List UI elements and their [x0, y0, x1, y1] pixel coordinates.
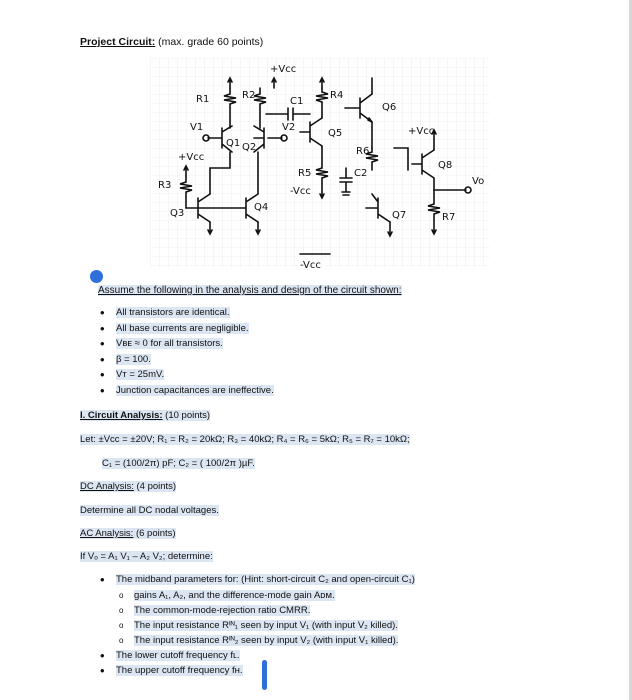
midband-subitem: o gains A₁, A₂, and the difference-mode gain Aᴅᴍ. — [116, 588, 415, 603]
r7-label: R7 — [442, 212, 456, 223]
ac-heading: AC Analysis: (6 points) — [80, 528, 176, 539]
assumption-item: • Vʙᴇ ≈ 0 for all transistors. — [98, 336, 274, 352]
midband-sublist — [116, 588, 415, 648]
q8-label: Q8 — [438, 160, 453, 171]
ac-task-list — [98, 572, 415, 679]
c1-label: C1 — [290, 96, 304, 107]
q7-label: Q7 — [392, 210, 407, 221]
dc-task: Determine all DC nodal voltages. — [80, 505, 219, 516]
v1-label: V1 — [190, 122, 204, 133]
r3-label: R3 — [158, 180, 172, 191]
ac-condition: If Vₒ = A₁ V₁ – A₂ V₂; determine: — [80, 551, 213, 562]
assumptions-list — [98, 305, 274, 398]
q2-label: Q2 — [242, 142, 257, 153]
r1-label: R1 — [196, 94, 210, 105]
capacitor-line: C₁ = (100/2π) pF; C₂ = ( 100/2π )µF. — [102, 458, 255, 469]
c2-label: C2 — [354, 168, 368, 179]
r6-label: R6 — [356, 146, 370, 157]
midband-subitem: o The input resistance Rᴵᴺ₁ seen by input V₁ (with input V₂ killed). — [116, 618, 415, 633]
q6-label: Q6 — [382, 102, 397, 113]
vcc-top-label: +Vcc — [270, 64, 297, 75]
dc-heading: DC Analysis: (4 points) — [80, 481, 177, 492]
title-rest: (max. grade 60 points) — [155, 36, 264, 48]
parameter-line: Let: ±Vcc = ±20V; R₁ = R₂ = 20kΩ; R₃ = 40kΩ; R₄ = R₆ = 5kΩ; R₅ = R₇ = 10kΩ; — [80, 434, 410, 445]
assumption-item: • All base currents are negligible. — [98, 321, 274, 337]
circuit-diagram — [150, 58, 490, 268]
title-label: Project Circuit: — [80, 36, 156, 48]
assumption-item: • Junction capacitances are ineffective. — [98, 383, 274, 399]
assumption-item: • β = 100. — [98, 352, 274, 368]
section-heading: I. Circuit Analysis: (10 points) — [80, 410, 211, 421]
midband-subitem: o The input resistance Rᴵᴺ₂ seen by input V₂ (with input V₁ killed). — [116, 633, 415, 648]
r5-label: R5 — [298, 168, 312, 179]
v2-label: V2 — [282, 122, 296, 133]
lower-cutoff-item: • The lower cutoff frequency fʟ. — [98, 648, 415, 664]
upper-cutoff-item: • The upper cutoff frequency fʜ. — [98, 663, 415, 679]
vo-label: Vo — [472, 176, 485, 187]
r4-label: R4 — [330, 90, 344, 101]
vcc-left-label: +Vcc — [178, 152, 205, 163]
q3-label: Q3 — [170, 208, 185, 219]
midband-subitem: o The common-mode-rejection ratio CMRR. — [116, 603, 415, 618]
selection-end-handle[interactable] — [262, 660, 267, 690]
assume-heading: Assume the following in the analysis and design of the circuit shown: — [98, 285, 402, 296]
assumption-item: • All transistors are identical. — [98, 305, 274, 321]
midband-item: • The midband parameters for: (Hint: short-circuit C₂ and open-circuit C₁) o gains A₁, A₂, and the difference-mode gain Aᴅᴍ. o The common-mode-rejection ratio CMRR. o The input resistance Rᴵᴺ₁ seen by input V₁ (with input V₂ killed). o The input resistance Rᴵᴺ₂ seen by input V₂ (with input V₁ killed). — [98, 572, 415, 648]
selection-start-handle[interactable] — [90, 270, 103, 283]
vcc-right-label: +Vcc — [408, 126, 435, 137]
project-title — [80, 36, 263, 48]
q5-label: Q5 — [328, 128, 343, 139]
q4-label: Q4 — [254, 202, 269, 213]
neg-vcc-bottom-label: -Vcc — [300, 260, 321, 268]
q1-label: Q1 — [226, 138, 241, 149]
neg-vcc-mid-label: -Vcc — [290, 186, 311, 197]
r2-label: R2 — [242, 90, 256, 101]
assumption-item: • Vᴛ = 25mV. — [98, 367, 274, 383]
